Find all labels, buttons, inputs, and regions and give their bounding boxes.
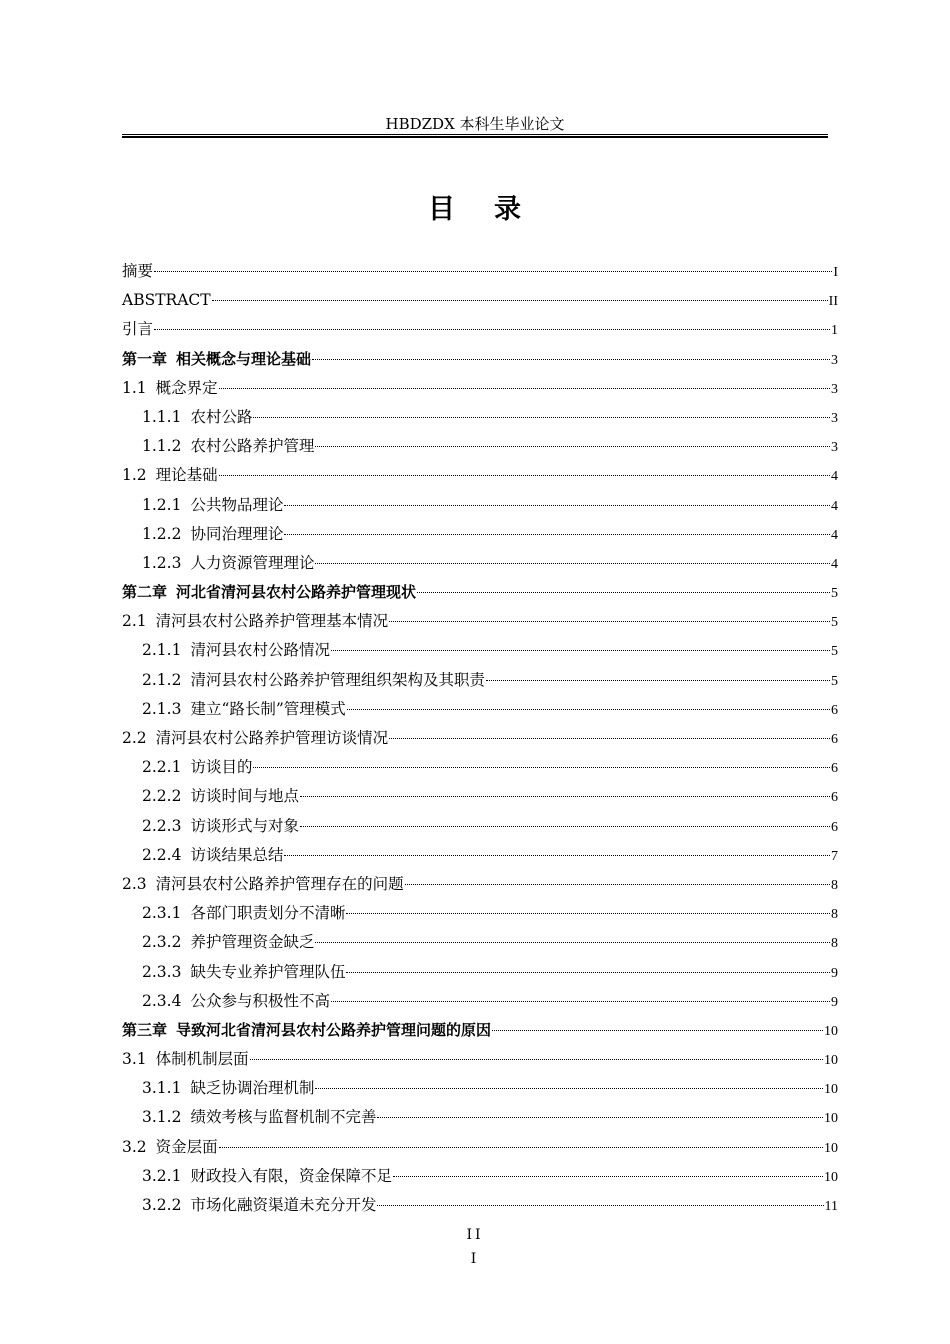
toc-entry-label: 体制机制层面 bbox=[155, 1050, 249, 1069]
toc-entry-text bbox=[142, 695, 346, 724]
toc-entry-label: 清河县农村公路养护管理组织架构及其职责 bbox=[190, 670, 485, 689]
toc-entry-label: 人力资源管理理论 bbox=[190, 553, 315, 572]
toc-entry-number: 3.1 bbox=[122, 1050, 147, 1069]
toc-entry-number: 2.2.2 bbox=[142, 787, 182, 806]
toc-leader-dots bbox=[393, 1168, 823, 1177]
toc-entry-page: 6 bbox=[831, 732, 838, 747]
toc-entry[interactable] bbox=[122, 1045, 838, 1074]
toc-entry-label: 资金层面 bbox=[155, 1137, 218, 1156]
toc-leader-dots bbox=[300, 818, 830, 827]
toc-entry-number: 1.1.1 bbox=[142, 407, 182, 426]
toc-entry-page: 6 bbox=[831, 702, 838, 718]
toc-entry-number: 2.2 bbox=[122, 729, 147, 747]
toc-entry-text bbox=[122, 578, 416, 607]
toc-entry-number: 2.3 bbox=[122, 874, 147, 893]
toc-entry-number: 3.1.2 bbox=[142, 1108, 182, 1127]
toc-entry-label: 清河县农村公路情况 bbox=[190, 641, 330, 660]
toc-entry-text bbox=[122, 607, 388, 636]
toc-entry-text bbox=[142, 841, 283, 870]
toc-entry-number: 1.2 bbox=[122, 466, 147, 485]
toc-entry-number: 2.1 bbox=[122, 612, 147, 631]
toc-entry-text bbox=[142, 666, 485, 695]
toc-entry[interactable] bbox=[122, 345, 838, 374]
toc-entry-text bbox=[122, 315, 153, 344]
toc-entry[interactable] bbox=[122, 403, 838, 432]
toc-entry-page: II bbox=[828, 294, 838, 310]
toc-entry-label: 各部门职责划分不清晰 bbox=[190, 904, 346, 923]
toc-leader-dots bbox=[154, 263, 832, 272]
toc-entry-number: 2.1.1 bbox=[142, 641, 182, 660]
toc-entry-text bbox=[142, 520, 283, 549]
toc-entry[interactable] bbox=[122, 870, 838, 899]
toc-entry-label: 访谈结果总结 bbox=[190, 845, 284, 864]
toc-entry-page: 5 bbox=[831, 615, 838, 631]
toc-entry-page: 10 bbox=[824, 1082, 838, 1098]
toc-leader-dots bbox=[212, 292, 828, 301]
toc-entry-number: 3.2.1 bbox=[142, 1166, 182, 1185]
toc-entry-label: 访谈形式与对象 bbox=[190, 816, 299, 835]
toc-entry-number: 2.3.1 bbox=[142, 904, 182, 923]
toc-entry-page: 3 bbox=[831, 381, 838, 397]
toc-entry[interactable] bbox=[122, 987, 838, 1016]
toc-entry-text bbox=[122, 1045, 249, 1074]
toc-entry[interactable] bbox=[122, 520, 838, 549]
toc-entry-label: 访谈目的 bbox=[190, 758, 253, 777]
toc-entry-text bbox=[142, 1162, 392, 1191]
toc-entry-page: 9 bbox=[831, 994, 838, 1010]
header-rule-thin bbox=[122, 134, 828, 135]
toc-entry-page: 3 bbox=[831, 440, 838, 456]
toc-entry-number: 2.3.2 bbox=[142, 933, 182, 952]
toc-entry-page: 9 bbox=[831, 965, 838, 981]
toc-leader-dots bbox=[284, 497, 830, 506]
toc-leader-dots bbox=[405, 876, 830, 885]
toc-leader-dots bbox=[492, 1022, 823, 1031]
toc-entry-number: 2.2.1 bbox=[142, 758, 182, 777]
toc-entry[interactable] bbox=[122, 578, 838, 607]
toc-entry-text bbox=[122, 461, 218, 490]
toc-entry[interactable] bbox=[122, 549, 838, 578]
toc-entry-label: 绩效考核与监督机制不完善 bbox=[190, 1108, 377, 1127]
toc-entry[interactable] bbox=[122, 1191, 838, 1220]
toc-entry-number: 1.1.2 bbox=[142, 437, 182, 456]
toc-leader-dots bbox=[250, 1051, 823, 1060]
toc-entry[interactable] bbox=[122, 666, 838, 695]
toc-leader-dots bbox=[331, 993, 830, 1002]
toc-leader-dots bbox=[417, 584, 830, 593]
toc-entry-page: 4 bbox=[831, 498, 838, 514]
toc-entry-number: 2.2.4 bbox=[142, 845, 182, 864]
toc-entry-label: 公众参与积极性不高 bbox=[190, 991, 330, 1010]
toc-entry-number: 2.3.3 bbox=[142, 962, 182, 981]
toc-entry-label: ABSTRACT bbox=[122, 291, 211, 310]
toc-entry[interactable] bbox=[122, 928, 838, 957]
toc-entry-label: 访谈时间与地点 bbox=[190, 787, 299, 806]
toc-title-left: 目 bbox=[428, 194, 456, 225]
toc-entry[interactable] bbox=[122, 286, 838, 315]
toc-entry-page: 5 bbox=[831, 586, 838, 602]
toc-leader-dots bbox=[377, 1109, 823, 1118]
toc-entry-number: 第三章 bbox=[122, 1020, 168, 1039]
toc-entry-text bbox=[142, 636, 330, 665]
toc-entry-text bbox=[142, 753, 252, 782]
toc-entry-number: 2.1.2 bbox=[142, 670, 182, 689]
toc-entry[interactable] bbox=[122, 607, 838, 636]
toc-entry-page: 8 bbox=[831, 877, 838, 893]
toc-entry-label: 农村公路养护管理 bbox=[190, 437, 315, 456]
toc-entry-label: 公共物品理论 bbox=[190, 495, 284, 514]
toc-entry-text bbox=[142, 782, 299, 811]
toc-entry[interactable] bbox=[122, 1074, 838, 1103]
toc-entry-page: 3 bbox=[831, 410, 838, 426]
toc-leader-dots bbox=[219, 467, 830, 476]
toc-entry-page: 3 bbox=[831, 352, 838, 368]
toc-entry-text bbox=[122, 345, 311, 374]
toc-entry-label: 概念界定 bbox=[155, 378, 218, 397]
toc-entry[interactable] bbox=[122, 374, 838, 403]
toc-entry-text bbox=[142, 432, 314, 461]
toc-entry-label: 导致河北省清河县农村公路养护管理问题的原因 bbox=[176, 1020, 492, 1039]
toc-entry-label: 养护管理资金缺乏 bbox=[190, 933, 315, 952]
toc-leader-dots bbox=[347, 701, 830, 710]
toc-entry[interactable] bbox=[122, 257, 838, 286]
toc-entry-number: 1.2.2 bbox=[142, 524, 182, 543]
toc-entry-page: I bbox=[833, 265, 838, 280]
toc-entry-number: 第一章 bbox=[122, 349, 168, 368]
toc-entry-page: 10 bbox=[824, 1140, 838, 1156]
header-rule-thick bbox=[122, 136, 828, 138]
toc-leader-dots bbox=[154, 321, 830, 330]
toc-leader-dots bbox=[377, 1197, 823, 1206]
toc-entry-label: 理论基础 bbox=[155, 466, 218, 485]
toc-entry-label: 缺乏协调治理机制 bbox=[190, 1079, 315, 1098]
toc-entry[interactable] bbox=[122, 1103, 838, 1132]
toc-entry[interactable] bbox=[122, 1016, 838, 1045]
toc-entry-number: 3.2.2 bbox=[142, 1196, 182, 1214]
toc-entry-page: 5 bbox=[831, 673, 838, 689]
toc-entry-page: 4 bbox=[831, 527, 838, 543]
toc-entry[interactable] bbox=[122, 958, 838, 987]
toc-entry-text bbox=[122, 870, 404, 899]
toc-leader-dots bbox=[315, 934, 830, 943]
toc-entry-label: 摘要 bbox=[122, 262, 154, 280]
toc-entry-page: 4 bbox=[831, 469, 838, 485]
toc-entry-number: 1.1 bbox=[122, 378, 147, 397]
toc-leader-dots bbox=[346, 964, 830, 973]
toc-entry[interactable] bbox=[122, 461, 838, 490]
toc-entry[interactable] bbox=[122, 899, 838, 928]
toc-entry[interactable] bbox=[122, 1162, 838, 1191]
toc-entry-number: 3.1.1 bbox=[142, 1079, 182, 1098]
toc-entry[interactable] bbox=[122, 1133, 838, 1162]
toc-entry-number: 2.3.4 bbox=[142, 991, 182, 1010]
toc-leader-dots bbox=[315, 438, 830, 447]
toc-leader-dots bbox=[389, 730, 830, 739]
toc-leader-dots bbox=[219, 1139, 823, 1148]
toc-entry-text bbox=[142, 812, 299, 841]
toc-entry[interactable] bbox=[122, 753, 838, 782]
toc-entry-number: 2.2.3 bbox=[142, 816, 182, 835]
toc-entry[interactable] bbox=[122, 315, 838, 344]
toc-entry-page: 10 bbox=[824, 1023, 838, 1039]
toc-entry-page: 6 bbox=[831, 819, 838, 835]
toc-entry-text bbox=[142, 1074, 314, 1103]
toc-entry-label: 清河县农村公路养护管理存在的问题 bbox=[155, 874, 404, 893]
toc-entry-label: 相关概念与理论基础 bbox=[176, 349, 312, 368]
toc-entry-label: 缺失专业养护管理队伍 bbox=[190, 962, 346, 981]
toc-entry-text bbox=[122, 1016, 491, 1045]
toc-leader-dots bbox=[315, 1080, 823, 1089]
toc-entry-text bbox=[122, 374, 218, 403]
toc-entry-page: 4 bbox=[831, 556, 838, 572]
toc-leader-dots bbox=[312, 351, 830, 360]
toc-leader-dots bbox=[253, 409, 830, 418]
toc-entry-text bbox=[142, 987, 330, 1016]
toc-leader-dots bbox=[253, 759, 830, 768]
toc-entry[interactable] bbox=[122, 812, 838, 841]
toc-entry-text bbox=[142, 899, 345, 928]
toc-leader-dots bbox=[486, 672, 830, 681]
toc-entry[interactable] bbox=[122, 724, 838, 753]
toc-entry-text bbox=[122, 286, 211, 315]
toc-entry-label: 河北省清河县农村公路养护管理现状 bbox=[176, 583, 417, 602]
page-number-lower: I bbox=[470, 1251, 480, 1267]
toc-entry-text bbox=[142, 549, 314, 578]
toc-leader-dots bbox=[389, 613, 830, 622]
toc-entry-label: 引言 bbox=[122, 320, 154, 339]
toc-entry-label: 市场化融资渠道未充分开发 bbox=[190, 1196, 377, 1214]
toc-entry-text bbox=[142, 1191, 376, 1220]
toc-entry-number: 1.2.1 bbox=[142, 495, 182, 514]
toc-entry-page: 10 bbox=[824, 1111, 838, 1127]
toc-entry-text bbox=[122, 257, 153, 286]
toc-entry-page: 11 bbox=[824, 1199, 838, 1214]
toc-entry-label: 财政投入有限，资金保障不足 bbox=[190, 1166, 392, 1185]
toc-title bbox=[122, 190, 828, 230]
toc-entry[interactable] bbox=[122, 636, 838, 665]
toc-entry-number: 3.2 bbox=[122, 1137, 147, 1156]
toc-entry[interactable] bbox=[122, 782, 838, 811]
toc-entry-page: 6 bbox=[831, 790, 838, 806]
page-number-footer bbox=[122, 1223, 828, 1271]
toc-leader-dots bbox=[284, 847, 830, 856]
toc-entry-page: 10 bbox=[824, 1053, 838, 1069]
toc-entry-text bbox=[142, 403, 252, 432]
toc-entry-label: 清河县农村公路养护管理基本情况 bbox=[155, 612, 389, 631]
toc-entry-page: 8 bbox=[831, 936, 838, 952]
toc-leader-dots bbox=[300, 788, 830, 797]
toc-leader-dots bbox=[315, 555, 830, 564]
toc-entry-number: 1.2.3 bbox=[142, 553, 182, 572]
toc-entry-label: 清河县农村公路养护管理访谈情况 bbox=[155, 729, 389, 747]
toc-entry-label: 建立“路长制”管理模式 bbox=[190, 699, 346, 718]
toc-entry[interactable] bbox=[122, 432, 838, 461]
toc-entry-text bbox=[122, 1133, 218, 1162]
toc-entry[interactable] bbox=[122, 695, 838, 724]
toc-entry-number: 第二章 bbox=[122, 583, 168, 602]
toc-entry-page: 6 bbox=[831, 761, 838, 777]
page-number-upper: II bbox=[466, 1227, 484, 1243]
toc-leader-dots bbox=[331, 642, 830, 651]
toc-entry-text bbox=[142, 491, 283, 520]
toc-entry-label: 协同治理理论 bbox=[190, 524, 284, 543]
toc-entry-page: 8 bbox=[831, 907, 838, 923]
toc-entry-text bbox=[142, 958, 345, 987]
toc-leader-dots bbox=[346, 905, 830, 914]
toc-entry[interactable] bbox=[122, 841, 838, 870]
toc-entry-page: 10 bbox=[824, 1169, 838, 1185]
toc-entry-label: 农村公路 bbox=[190, 407, 253, 426]
toc-leader-dots bbox=[219, 380, 830, 389]
toc-title-right: 录 bbox=[494, 194, 522, 225]
toc-leader-dots bbox=[284, 526, 830, 535]
page-header: HBDZDX 本科生毕业论文 bbox=[385, 115, 565, 133]
toc-entry[interactable] bbox=[122, 491, 838, 520]
toc-entry-text bbox=[142, 1103, 376, 1132]
toc-entry-page: 5 bbox=[831, 644, 838, 660]
toc-entry-page: 1 bbox=[831, 323, 838, 339]
toc-entry-number: 2.1.3 bbox=[142, 699, 182, 718]
toc-entry-text bbox=[142, 928, 314, 957]
toc-entry-text bbox=[122, 724, 388, 753]
table-of-contents bbox=[122, 257, 838, 1220]
toc-entry-page: 7 bbox=[831, 848, 838, 864]
